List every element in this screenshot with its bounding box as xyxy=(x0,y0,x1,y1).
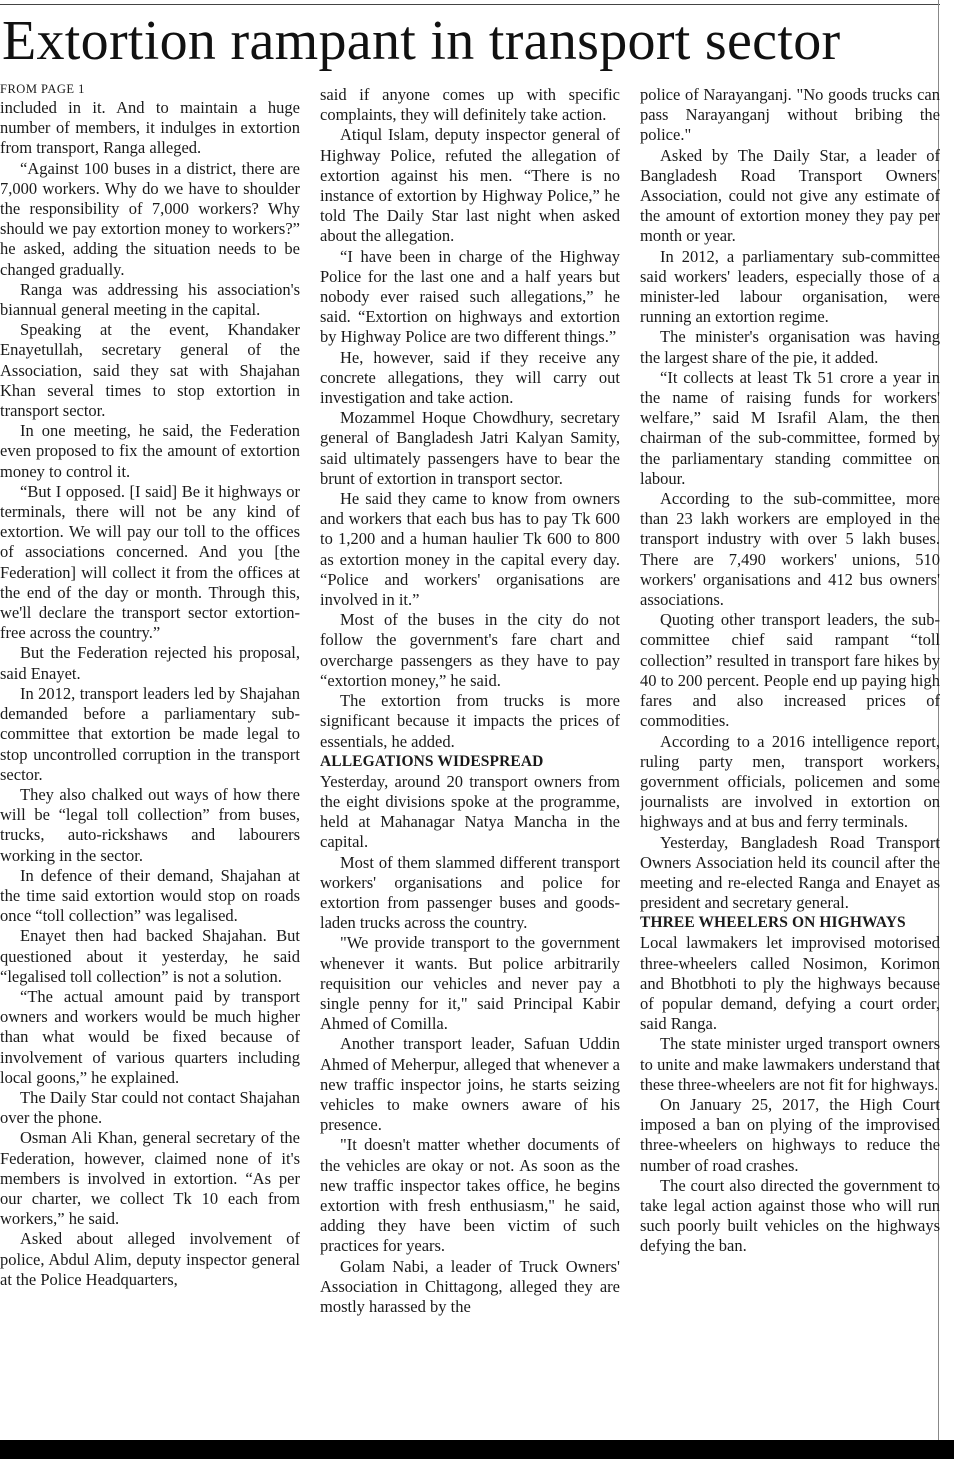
paragraph: "We provide transport to the government whenever it wants. But police arbitrarily requisition our vehicles and never pay a single penny for it," said Principal Kabir Ahmed of Comilla. xyxy=(320,933,620,1034)
top-rule xyxy=(0,4,940,5)
paragraph: He, however, said if they receive any concrete allegations, they will carry out investigation and take action. xyxy=(320,347,620,408)
paragraph: "It doesn't matter whether documents of the vehicles are okay or not. As soon as the new traffic inspector takes office, he begins extortion with fresh enthusiasm," he said, adding they have been victim of such practices for years. xyxy=(320,1135,620,1256)
paragraph: Most of them slammed different transport workers' organisations and police for extortion from passenger buses and goods-laden trucks across the country. xyxy=(320,852,620,933)
paragraph: Yesterday, around 20 transport owners from the eight divisions spoke at the programme, held at Mahanagar Natya Mancha in the capital. xyxy=(320,771,620,852)
paragraph: “But I opposed. [I said] Be it highways or terminals, there will not be any kind of extortion. We will pay our toll to the offices of associations concerned. And you [the Federation] will collect it from the offices at the end of the day or month. Through this, we'll declare the transport sector extortion-free across the country.” xyxy=(0,481,300,643)
paragraph: According to the sub-committee, more than 23 lakh workers are employed in the transport industry with over 5 lakh buses. There are 7,490 workers' unions, 510 workers' organisations and 412 bus owners' associations. xyxy=(640,489,940,610)
paragraph: In defence of their demand, Shajahan at the time said extortion would stop on roads once “toll collection” was legalised. xyxy=(0,865,300,926)
paragraph: Local lawmakers let improvised motorised three-wheelers called Nosimon, Korimon and Bhotbhoti to ply the highways because of popular demand, defying a court order, said Ranga. xyxy=(640,933,940,1034)
paragraph: He said they came to know from owners and workers that each bus has to pay Tk 600 to 1,200 and a human haulier Tk 600 to 800 as extortion money in the capital every day. “Police and workers' organisations are involved in it.” xyxy=(320,489,620,610)
paragraph: Quoting other transport leaders, the sub-committee chief said rampant “toll collection” resulted in transport fare hikes by 40 to 200 percent. People end up paying high fares and also increased prices of commodities. xyxy=(640,610,940,731)
paragraph: Most of the buses in the city do not follow the government's fare chart and overcharge passengers as they have to pay “extortion money,” he said. xyxy=(320,610,620,690)
bottom-border xyxy=(0,1440,954,1459)
subheading-three-wheelers: THREE WHEELERS ON HIGHWAYS xyxy=(640,914,906,932)
paragraph: Another transport leader, Safuan Uddin Ahmed of Meherpur, alleged that whenever a new traffic inspector joins, he starts seizing vehicles to make owners aware of his presence. xyxy=(320,1034,620,1135)
paragraph: “I have been in charge of the Highway Police for the last one and a half years but nobody ever raised such allegations,” he said. “Extortion on highways and extortion by Highway Police are two different things.” xyxy=(320,246,620,347)
paragraph: Enayet then had backed Shajahan. But questioned about it yesterday, he said “legalised toll collection” is not a solution. xyxy=(0,926,300,986)
headline: Extortion rampant in transport sector xyxy=(2,10,841,72)
paragraph: The court also directed the government to take legal action against those who will run such poorly built vehicles on the highways defying the ban. xyxy=(640,1175,940,1256)
paragraph: The state minister urged transport owners to unite and make lawmakers understand that these three-wheelers are not fit for highways. xyxy=(640,1034,940,1094)
article-column-2 xyxy=(320,85,620,1445)
paragraph: According to a 2016 intelligence report, ruling party men, transport workers, government officials, policemen and some journalists are involved in extortion on highways and at bus and ferry terminals. xyxy=(640,731,940,832)
paragraph: police of Narayanganj. "No goods trucks can pass Narayanganj without bribing the police." xyxy=(640,85,940,145)
paragraph: Speaking at the event, Khandaker Enayetullah, secretary general of the Association, said they sat with Shajahan Khan several times to stop extortion in transport sector. xyxy=(0,320,300,421)
paragraph: On January 25, 2017, the High Court imposed a ban on plying of the improvised three-wheelers on highways to reduce the number of road crashes. xyxy=(640,1094,940,1175)
from-page-label: FROM PAGE 1 xyxy=(0,82,85,96)
paragraph: Asked by The Daily Star, a leader of Bangladesh Road Transport Owners' Association, could not give any estimate of the amount of extortion money they pay per month or year. xyxy=(640,145,940,246)
article-column-1 xyxy=(0,80,300,1440)
paragraph: Golam Nabi, a leader of Truck Owners' Association in Chittagong, alleged they are mostly harassed by the xyxy=(320,1256,620,1316)
paragraph: “The actual amount paid by transport owners and workers would be much higher than what would be fixed because of involvement of various quarters including local goons,” he explained. xyxy=(0,986,300,1087)
paragraph: In one meeting, he said, the Federation even proposed to fix the amount of extortion money to control it. xyxy=(0,421,300,481)
paragraph: The extortion from trucks is more significant because it impacts the prices of essentials, he added. xyxy=(320,691,620,751)
paragraph: They also chalked out ways of how there will be “legal toll collection” from buses, trucks, auto-rickshaws and labourers working in the sector. xyxy=(0,784,300,865)
paragraph: “It collects at least Tk 51 crore a year in the name of raising funds for workers' welfare,” said M Israfil Alam, the then chairman of the sub-committee, formed by the parliamentary standing committee on labour. xyxy=(640,367,940,488)
paragraph: Yesterday, Bangladesh Road Transport Owners Association held its council after the meeting and re-elected Ranga and Enayet as president and secretary general. xyxy=(640,832,940,913)
paragraph: Osman Ali Khan, general secretary of the Federation, however, claimed none of it's members is involved in extortion. “As per our charter, we collect Tk 10 each from workers,” he said. xyxy=(0,1128,300,1229)
paragraph: Ranga was addressing his association's biannual general meeting in the capital. xyxy=(0,279,300,320)
article-column-3 xyxy=(640,85,940,1445)
paragraph: “Against 100 buses in a district, there are 7,000 workers. Why do we have to shoulder the responsibility of 7,000 workers? Why should we pay extortion money to workers?” he asked, adding the situation needs to be changed gradually. xyxy=(0,158,300,279)
paragraph: The Daily Star could not contact Shajahan over the phone. xyxy=(0,1087,300,1128)
subheading-allegations: ALLEGATIONS WIDESPREAD xyxy=(320,752,544,770)
paragraph: The minister's organisation was having the largest share of the pie, it added. xyxy=(640,327,940,367)
paragraph: In 2012, transport leaders led by Shajahan demanded before a parliamentary sub-committee that extortion be made legal to stop uncontrolled corruption in the transport sector. xyxy=(0,683,300,784)
paragraph: In 2012, a parliamentary sub-committee said workers' leaders, especially those of a minister-led labour organisation, were running an extortion regime. xyxy=(640,246,940,327)
paragraph: Atiqul Islam, deputy inspector general of Highway Police, refuted the allegation of extortion against his men. “There is no instance of extortion by Highway Police,” he told The Daily Star last night when asked about the allegation. xyxy=(320,125,620,246)
paragraph: included in it. And to maintain a huge number of members, it indulges in extortion from transport, Ranga alleged. xyxy=(0,98,300,158)
paragraph: Mozammel Hoque Chowdhury, secretary general of Bangladesh Jatri Kalyan Samity, said ultimately passengers have to bear the brunt of extortion in transport sector. xyxy=(320,408,620,488)
paragraph: But the Federation rejected his proposal, said Enayet. xyxy=(0,643,300,683)
paragraph: said if anyone comes up with specific complaints, they will definitely take action. xyxy=(320,85,620,125)
paragraph: Asked about alleged involvement of police, Abdul Alim, deputy inspector general at the Police Headquarters, xyxy=(0,1229,300,1289)
